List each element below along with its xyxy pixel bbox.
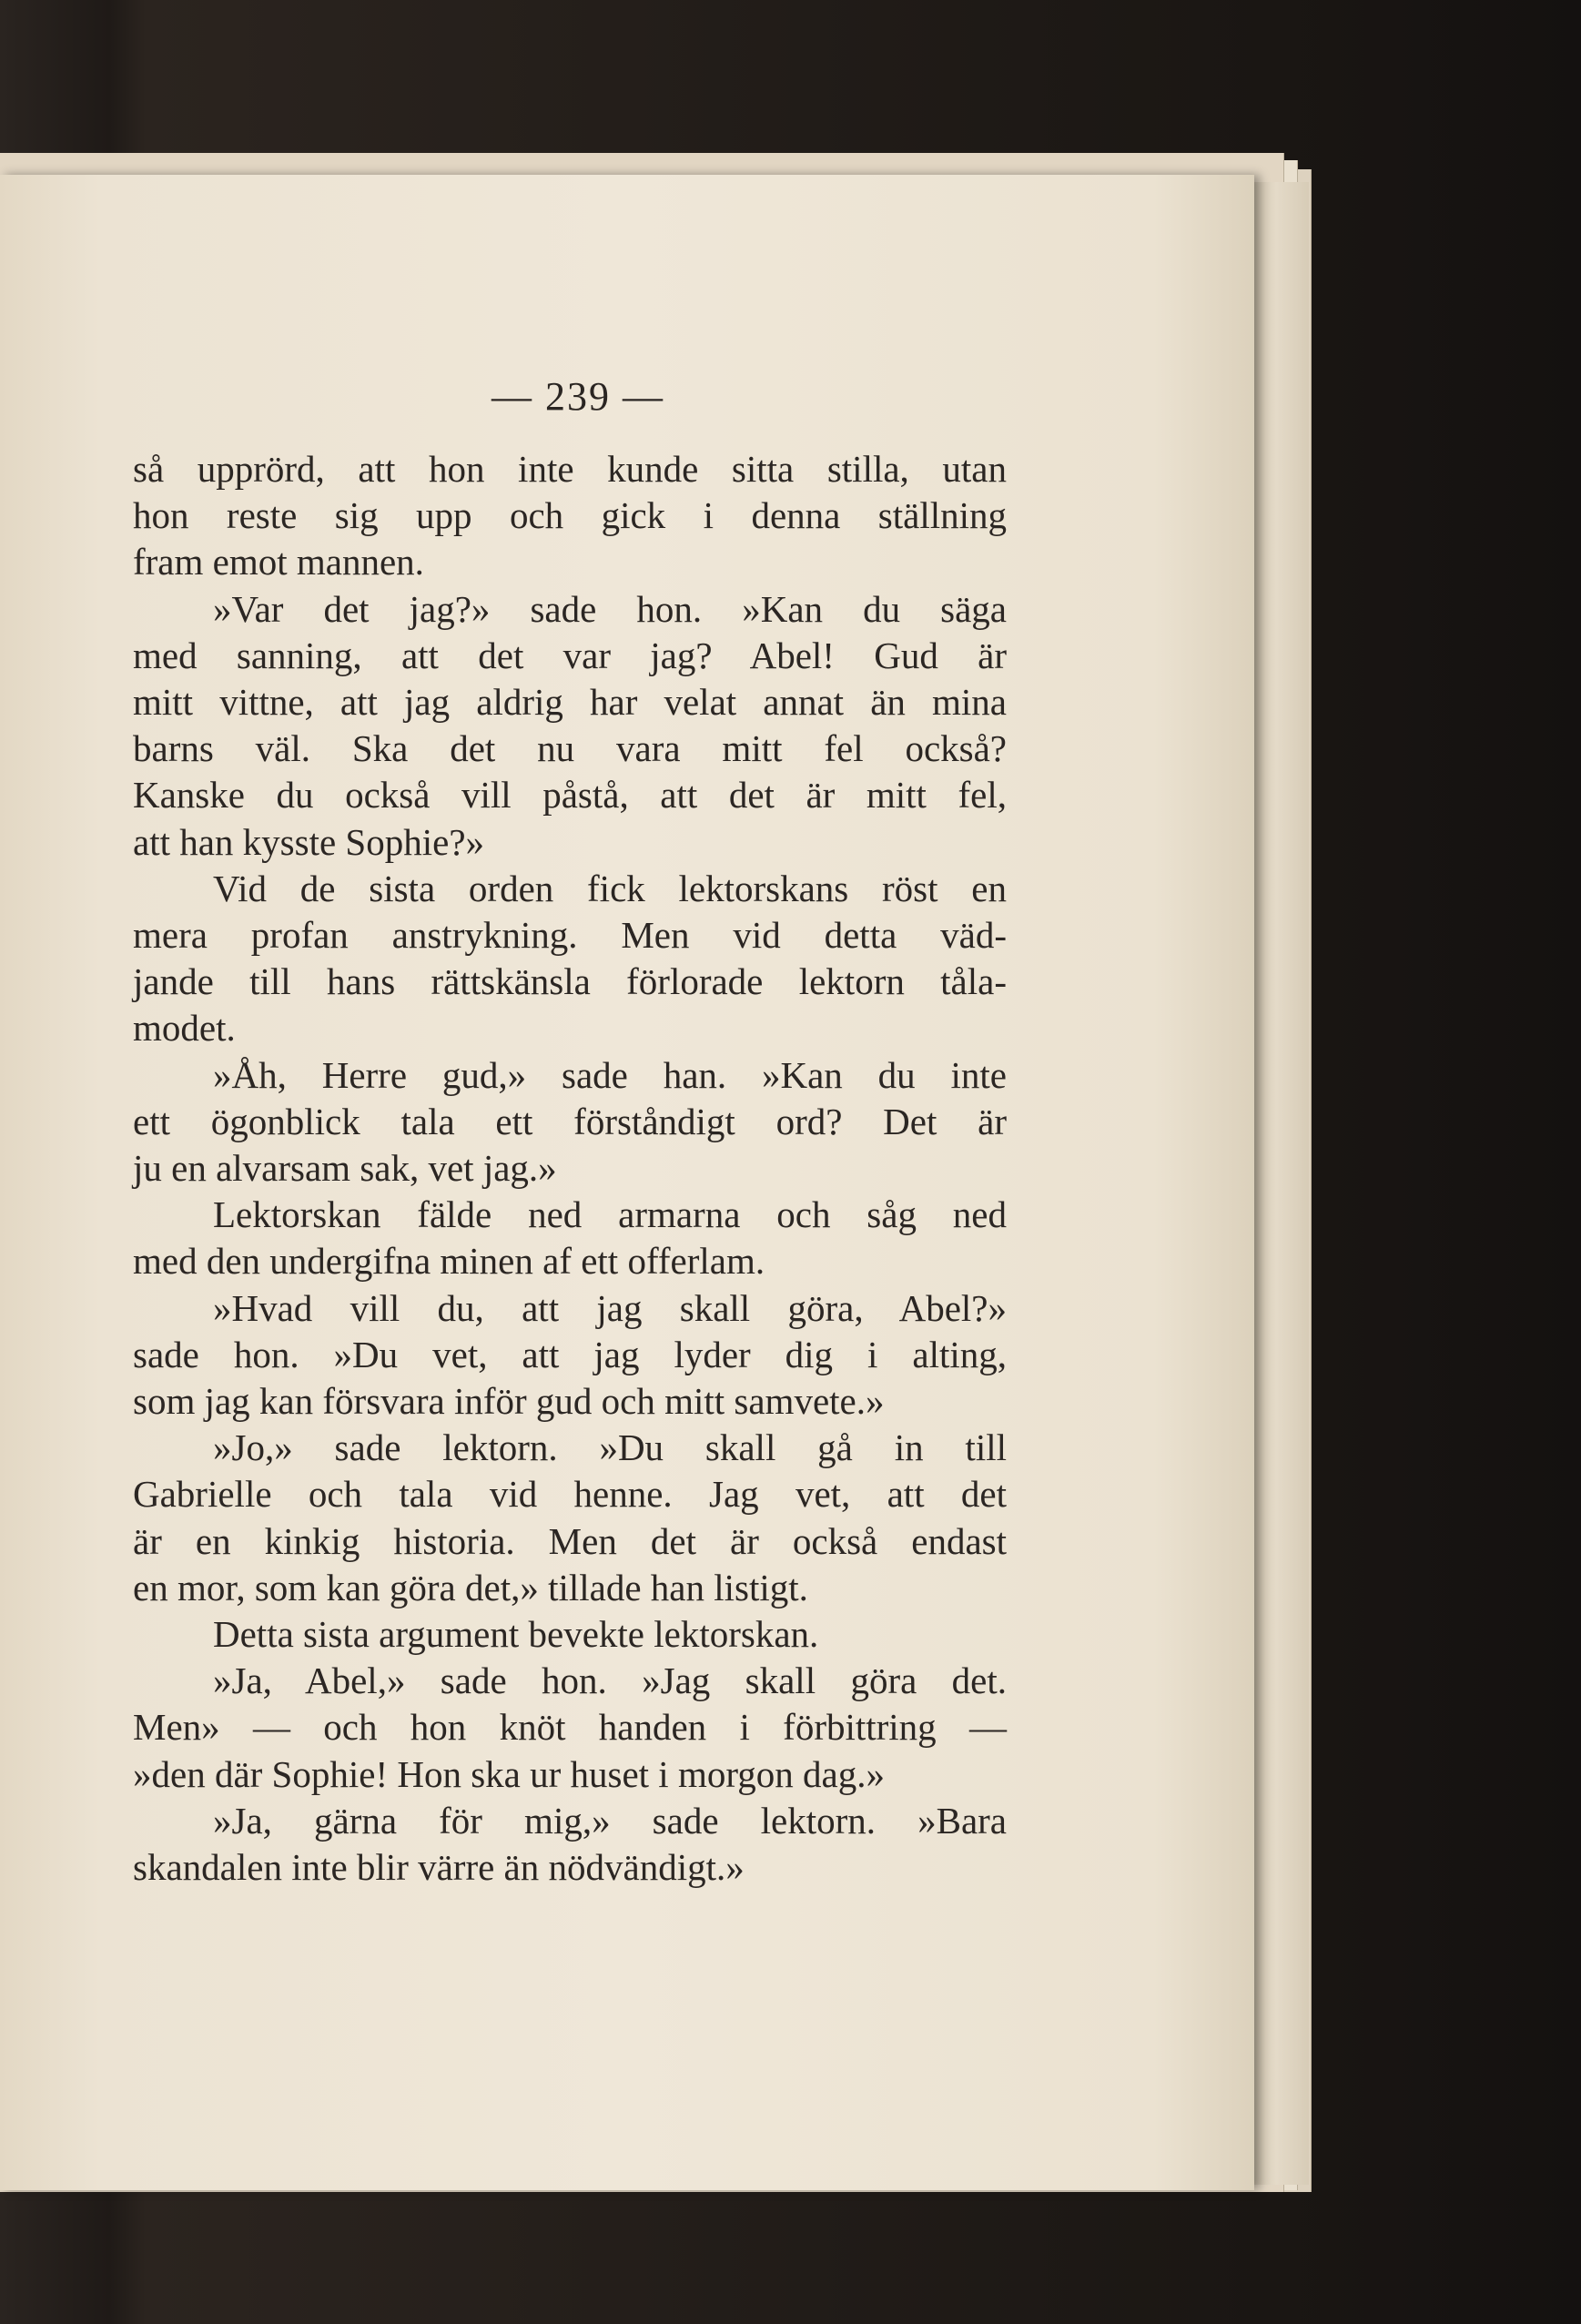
- text-line: mitt vittne, att jag aldrig har velat annat än mina: [133, 681, 1007, 724]
- text-line: så upprörd, att hon inte kunde sitta stilla, utan: [133, 448, 1007, 490]
- text-line: Gabrielle och tala vid henne. Jag vet, att det: [133, 1473, 1007, 1516]
- text-line: modet.: [133, 1007, 236, 1050]
- text-line: ett ögonblick tala ett förståndigt ord? Det är: [133, 1100, 1007, 1142]
- text-line: Kanske du också vill påstå, att det är mitt fel,: [133, 774, 1007, 817]
- text-line: mera profan anstrykning. Men vid detta väd-: [133, 914, 1007, 957]
- text-line: Men» — och hon knöt handen i förbittring —: [133, 1706, 1007, 1749]
- text-line: »Åh, Herre gud,» sade han. »Kan du inte: [213, 1053, 1007, 1096]
- page-fold: [1254, 182, 1309, 2185]
- text-line: är en kinkig historia. Men det är också endast: [133, 1519, 1007, 1562]
- text-line: Lektorskan fälde ned armarna och såg ned: [213, 1193, 1007, 1236]
- text-line: »Ja, gärna för mig,» sade lektorn. »Bara: [213, 1799, 1007, 1842]
- text-line: sade hon. »Du vet, att jag lyder dig i alting,: [133, 1333, 1007, 1375]
- text-line: »Ja, Abel,» sade hon. »Jag skall göra det.: [213, 1659, 1007, 1702]
- text-line: »Var det jag?» sade hon. »Kan du säga: [213, 587, 1007, 630]
- page-number: — 239 —: [492, 374, 664, 419]
- text-line: Detta sista argument bevekte lektorskan.: [213, 1613, 819, 1656]
- text-line: att han kysste Sophie?»: [133, 820, 485, 863]
- text-line: skandalen inte blir värre än nödvändigt.»: [133, 1846, 745, 1889]
- text-line: Vid de sista orden fick lektorskans röst en: [213, 867, 1007, 909]
- text-line: fram emot mannen.: [133, 541, 424, 584]
- text-line: med den undergifna minen af ett offerlam.: [133, 1240, 765, 1283]
- text-line: hon reste sig upp och gick i denna ställning: [133, 494, 1007, 537]
- text-line: som jag kan försvara inför gud och mitt samvete.»: [133, 1380, 885, 1423]
- text-line: »den där Sophie! Hon ska ur huset i morgon dag.»: [133, 1752, 885, 1795]
- text-line: »Hvad vill du, att jag skall göra, Abel?»: [213, 1286, 1007, 1329]
- text-line: en mor, som kan göra det,» tillade han listigt.: [133, 1566, 808, 1609]
- text-line: »Jo,» sade lektorn. »Du skall gå in till: [213, 1426, 1007, 1469]
- text-line: med sanning, att det var jag? Abel! Gud är: [133, 634, 1007, 676]
- text-line: barns väl. Ska det nu vara mitt fel också?: [133, 727, 1007, 770]
- text-line: jande till hans rättskänsla förlorade lektorn tåla-: [133, 960, 1007, 1003]
- body-text: [133, 446, 1007, 1891]
- text-line: ju en alvarsam sak, vet jag.»: [133, 1147, 557, 1190]
